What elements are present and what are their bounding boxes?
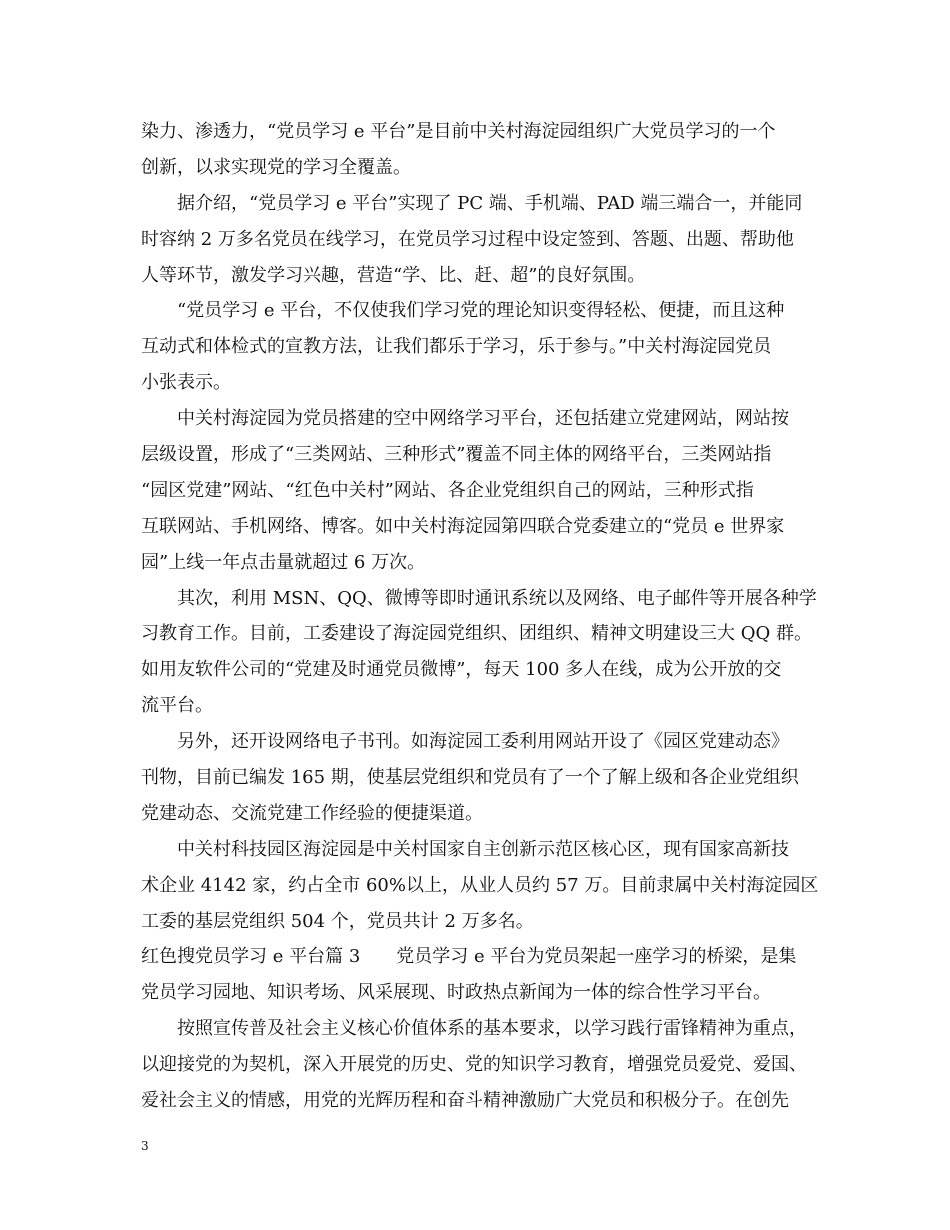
text-line: 据介绍，“党员学习 e 平台”实现了 PC 端、手机端、PAD 端三端合一，并能同 [141,192,803,214]
text-line: 流平台。 [141,695,213,717]
text-line: 按照宣传普及社会主义核心价值体系的基本要求，以学习践行雷锋精神为重点， [141,1018,807,1040]
text-line: 如用友软件公司的“党建及时通党员微博”，每天 100 多人在线，成为公开放的交 [141,659,782,681]
text-line: 术企业 4142 家，约占全市 60%以上，从业人员约 57 万。目前隶属中关村海淀园区 [141,874,819,896]
text-line: 层级设置，形成了“三类网站、三种形式”覆盖不同主体的网络平台，三类网站指 [141,444,772,466]
text-line: 党员学习园地、知识考场、风采展现、时政热点新闻为一体的综合性学习平台。 [141,982,771,1004]
text-line: 另外，还开设网络电子书刊。如海淀园工委利用网站开设了《园区党建动态》 [141,731,789,753]
text-line: 小张表示。 [141,372,231,394]
text-line: 党建动态、交流党建工作经验的便捷渠道。 [141,802,483,824]
text-line: “党员学习 e 平台，不仅使我们学习党的理论知识变得轻松、便捷，而且这种 [141,300,785,322]
text-line: 互动式和体检式的宣教方法，让我们都乐于学习，乐于参与。”中关村海淀园党员 [141,336,772,358]
body-text [141,114,819,1119]
text-line: 爱社会主义的情感，用党的光辉历程和奋斗精神激励广大党员和积极分子。在创先 [141,1090,789,1112]
text-line: “园区党建”网站、“红色中关村”网站、各企业党组织自己的网站，三种形式指 [141,479,754,501]
text-line: 园”上线一年点击量就超过 6 万次。 [141,551,426,573]
text-line: 其次，利用 MSN、QQ、微博等即时通讯系统以及网络、电子邮件等开展各种学 [141,587,817,609]
text-line: 刊物，目前已编发 165 期，使基层党组织和党员有了一个了解上级和各企业党组织 [141,767,799,789]
text-line: 染力、渗透力，“党员学习 e 平台”是目前中关村海淀园组织广大党员学习的一个 [141,121,776,142]
text-line: 创新，以求实现党的学习全覆盖。 [141,156,411,178]
text-line: 时容纳 2 万多名党员在线学习，在党员学习过程中设定签到、答题、出题、帮助他 [141,228,794,250]
text-line: 人等环节，激发学习兴趣，营造“学、比、赶、超”的良好氛围。 [141,264,646,286]
text-line: 中关村科技园区海淀园是中关村国家自主创新示范区核心区，现有国家高新技 [141,838,789,860]
text-line: 以迎接党的为契机，深入开展党的历史、党的知识学习教育，增强党员爱党、爱国、 [141,1054,807,1076]
page-number: 3 [141,1139,149,1153]
text-line: 工委的基层党组织 504 个，党员共计 2 万多名。 [141,910,534,932]
text-line: 互联网站、手机网络、博客。如中关村海淀园第四联合党委建立的“党员 e 世界家 [141,515,785,537]
text-line: 习教育工作。目前，工委建设了海淀园党组织、团组织、精神文明建设三大 QQ 群。 [141,623,812,645]
text-line: 红色搜党员学习 e 平台篇 3 党员学习 e 平台为党员架起一座学习的桥梁，是集 [141,946,797,968]
text-line: 中关村海淀园为党员搭建的空中网络学习平台，还包括建立党建网站，网站按 [141,408,789,430]
